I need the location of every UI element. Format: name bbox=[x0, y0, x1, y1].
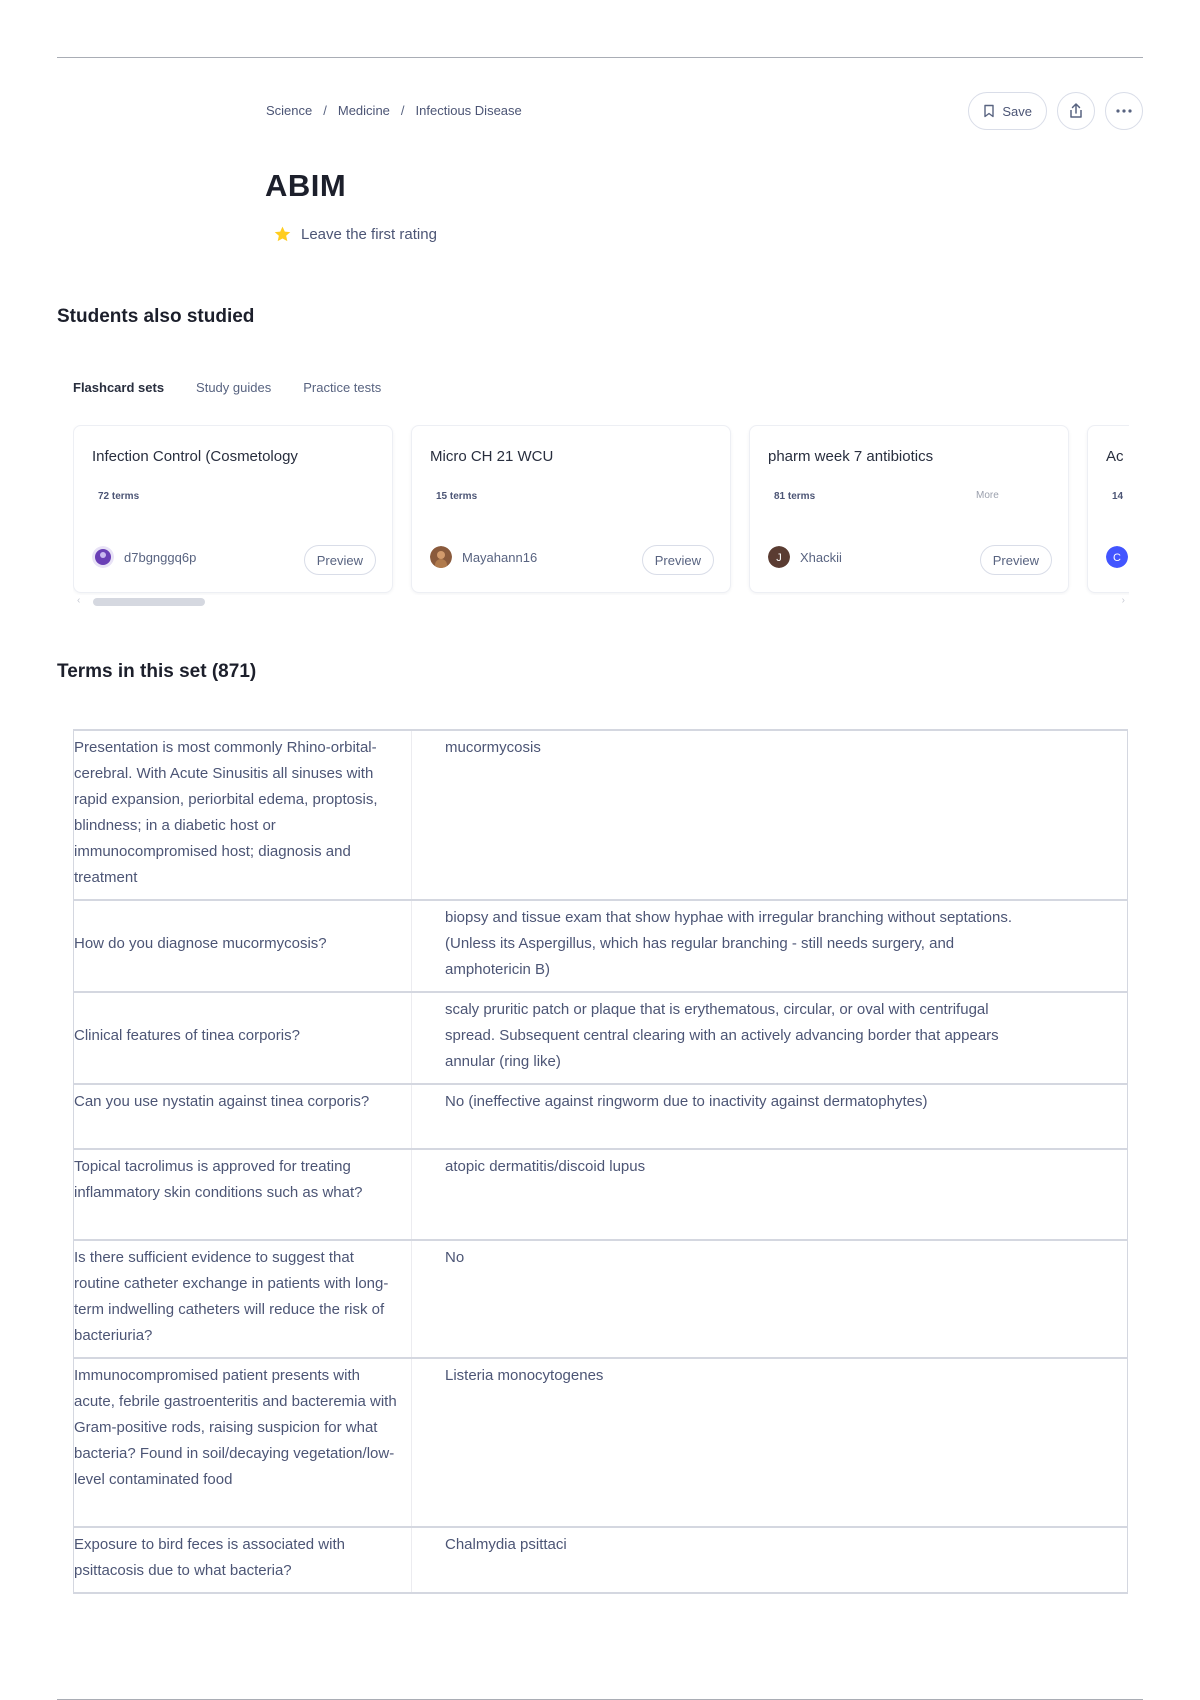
table-row bbox=[74, 1527, 1128, 1593]
preview-button[interactable]: Preview bbox=[304, 545, 376, 575]
share-icon bbox=[1067, 102, 1085, 120]
card-title: Ac bbox=[1106, 448, 1124, 465]
card-term-count: 15 terms bbox=[436, 491, 478, 502]
save-label: Save bbox=[1002, 103, 1032, 119]
card-term-count: 81 terms bbox=[774, 491, 816, 502]
terms-heading: Terms in this set (871) bbox=[57, 661, 257, 682]
card-username[interactable]: d7bgnggq6p bbox=[124, 550, 197, 565]
related-set-card[interactable] bbox=[411, 425, 731, 593]
term-cell: Exposure to bird feces is associated with psittacosis due to what bacteria? bbox=[74, 1527, 412, 1593]
bookmark-icon bbox=[983, 104, 995, 118]
preview-button[interactable]: Preview bbox=[980, 545, 1052, 575]
star-icon bbox=[273, 225, 292, 244]
table-row bbox=[74, 1358, 1128, 1527]
term-cell: Clinical features of tinea corporis? bbox=[74, 992, 412, 1084]
save-button[interactable] bbox=[968, 92, 1047, 130]
definition-cell: Listeria monocytogenes bbox=[412, 1358, 1128, 1527]
definition-cell: No (ineffective against ringworm due to inactivity against dermatophytes) bbox=[412, 1084, 1128, 1149]
definition-cell: scaly pruritic patch or plaque that is erythematous, circular, or oval with centrifugal spread. Subsequent central clearing with an actively advancing border that appears annular (ring like) bbox=[412, 992, 1128, 1084]
breadcrumb-science[interactable]: Science bbox=[266, 103, 313, 118]
user-avatar bbox=[92, 546, 114, 568]
card-title: Micro CH 21 WCU bbox=[430, 448, 554, 465]
breadcrumb-infectious-disease[interactable]: Infectious Disease bbox=[415, 103, 522, 118]
carousel-scrollbar[interactable] bbox=[73, 595, 1129, 609]
card-username[interactable]: Mayahann16 bbox=[462, 550, 538, 565]
related-set-card[interactable] bbox=[1087, 425, 1129, 593]
scrollbar-thumb[interactable] bbox=[93, 598, 205, 606]
term-cell: Immunocompromised patient presents with acute, febrile gastroenteritis and bacteremia with Gram-positive rods, raising suspicion for what bacteria? Found in soil/decaying vegetation/low-level contaminated food bbox=[74, 1358, 412, 1527]
table-row bbox=[74, 1084, 1128, 1149]
user-avatar bbox=[1106, 546, 1128, 568]
definition-cell: No bbox=[412, 1240, 1128, 1358]
scroll-left-icon[interactable]: ‹ bbox=[77, 595, 81, 606]
definition-cell: biopsy and tissue exam that show hyphae with irregular branching without septations. (Unless its Aspergillus, which has regular branching - still needs surgery, and amphotericin B) bbox=[412, 900, 1128, 992]
card-term-count: 72 terms bbox=[98, 491, 140, 502]
breadcrumb-medicine[interactable]: Medicine bbox=[337, 103, 390, 118]
table-row bbox=[74, 992, 1128, 1084]
avatar-letter: C bbox=[1113, 552, 1121, 564]
study-tabs bbox=[73, 380, 381, 395]
term-cell: Is there sufficient evidence to suggest that routine catheter exchange in patients with long-term indwelling catheters will reduce the risk of bacteriuria? bbox=[74, 1240, 412, 1358]
table-row bbox=[74, 730, 1128, 900]
card-more-link[interactable]: More bbox=[976, 490, 999, 501]
share-button[interactable] bbox=[1057, 92, 1095, 130]
svg-text:J: J bbox=[776, 552, 782, 564]
students-also-studied-heading: Students also studied bbox=[57, 306, 255, 327]
term-cell: Can you use nystatin against tinea corporis? bbox=[74, 1084, 412, 1149]
top-divider bbox=[57, 57, 1143, 58]
definition-cell: atopic dermatitis/discoid lupus bbox=[412, 1149, 1128, 1240]
card-term-count: 14 bbox=[1112, 491, 1124, 502]
definition-cell: Chalmydia psittaci bbox=[412, 1527, 1128, 1593]
related-set-card[interactable] bbox=[73, 425, 393, 593]
rating[interactable] bbox=[273, 225, 437, 244]
term-cell: Topical tacrolimus is approved for treating inflammatory skin conditions such as what? bbox=[74, 1149, 412, 1240]
table-row bbox=[74, 900, 1128, 992]
card-title: Infection Control (Cosmetology bbox=[92, 448, 298, 465]
breadcrumb-separator: / bbox=[400, 103, 405, 118]
breadcrumb bbox=[266, 103, 522, 118]
user-avatar bbox=[768, 546, 790, 568]
tab-practice-tests[interactable]: Practice tests bbox=[303, 380, 382, 395]
tab-study-guides[interactable]: Study guides bbox=[196, 380, 272, 395]
set-actions bbox=[968, 92, 1143, 130]
definition-cell: mucormycosis bbox=[412, 730, 1128, 900]
table-row bbox=[74, 1149, 1128, 1240]
user-avatar bbox=[430, 546, 452, 568]
more-dots-icon bbox=[1115, 108, 1133, 114]
card-title: pharm week 7 antibiotics bbox=[768, 448, 934, 465]
table-row bbox=[74, 1240, 1128, 1358]
set-title: ABIM bbox=[265, 168, 347, 203]
preview-button[interactable]: Preview bbox=[642, 545, 714, 575]
scroll-right-icon[interactable]: › bbox=[1121, 595, 1125, 606]
rating-text: Leave the first rating bbox=[301, 226, 437, 243]
breadcrumb-separator: / bbox=[323, 103, 327, 118]
related-sets-carousel bbox=[73, 425, 1129, 595]
tab-flashcard-sets[interactable]: Flashcard sets bbox=[73, 380, 165, 395]
terms-table bbox=[73, 729, 1128, 1594]
card-username[interactable]: Xhackii bbox=[800, 550, 842, 565]
term-cell: How do you diagnose mucormycosis? bbox=[74, 900, 412, 992]
more-options-button[interactable] bbox=[1105, 92, 1143, 130]
related-set-card[interactable] bbox=[749, 425, 1069, 593]
term-cell: Presentation is most commonly Rhino-orbital-cerebral. With Acute Sinusitis all sinuses with rapid expansion, periorbital edema, proptosis, blindness; in a diabetic host or immunocompromised host; diagnosis and treatment bbox=[74, 730, 412, 900]
